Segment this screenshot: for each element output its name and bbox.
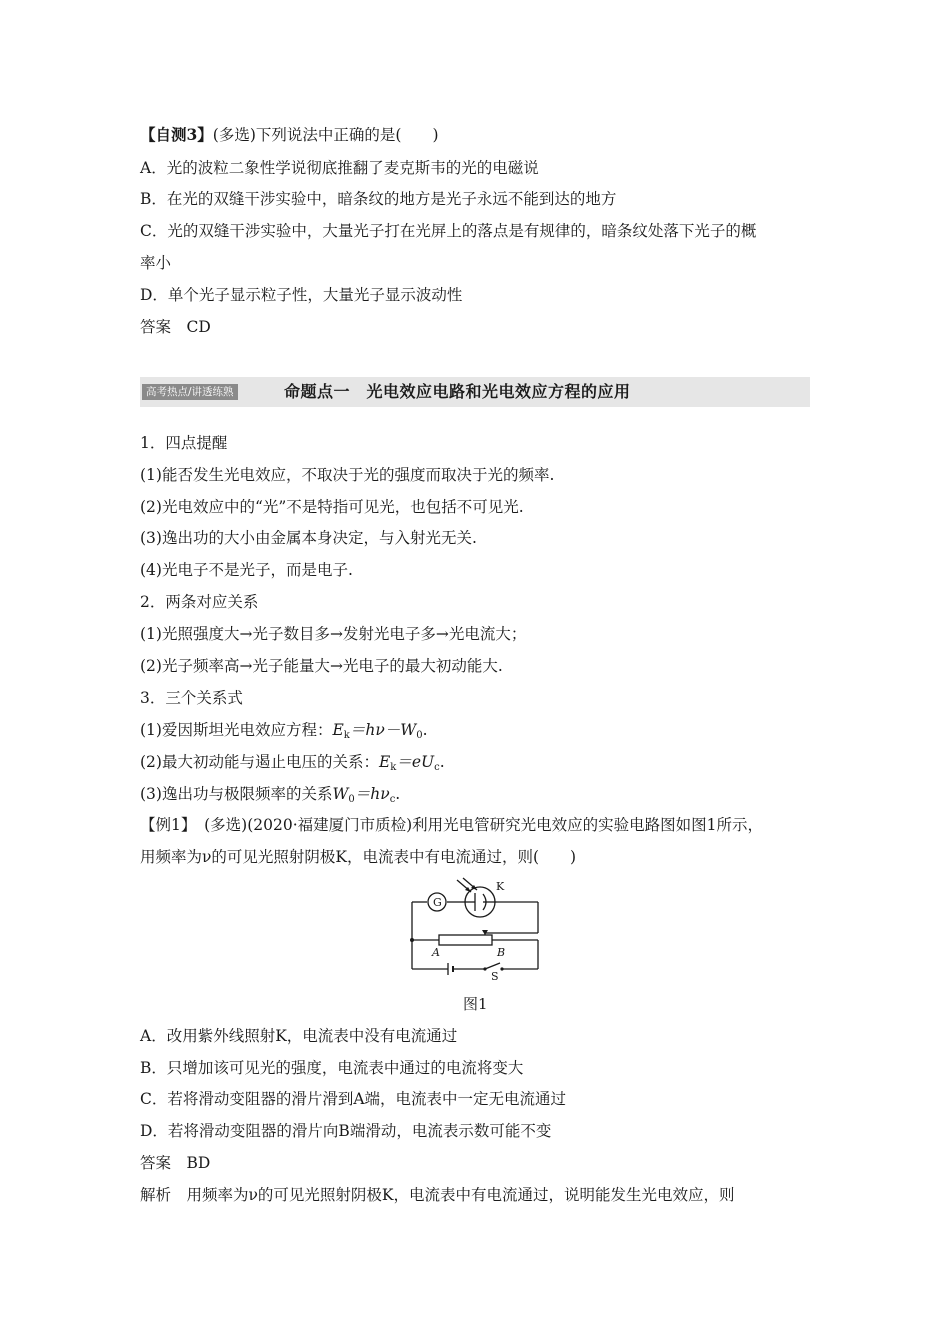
formula-stopping-voltage: (2)最大初动能与遏止电压的关系：$E_k=eU_c$.	[140, 753, 445, 773]
example1-option-c: C．若将滑动变阻器的滑片滑到A端，电流表中一定无电流通过	[140, 1090, 567, 1108]
selftest3-option-c-line1: C．光的双缝干涉实验中，大量光子打在光屏上的落点是有规律的，暗条纹处落下光子的概	[140, 222, 757, 240]
label-G: G	[433, 896, 442, 909]
selftest3-option-c-line2: 率小	[140, 254, 172, 272]
label-K: K	[496, 880, 505, 893]
section-tag: 高考热点/讲透练熟	[142, 384, 238, 400]
example1-answer: 答案 BD	[140, 1154, 211, 1172]
reminder-3: (3)逸出功的大小由金属本身决定，与入射光无关.	[140, 529, 477, 547]
photoelectric-circuit-diagram	[405, 876, 545, 981]
selftest3-stem: (多选)下列说法中正确的是( )	[212, 126, 439, 144]
selftest3-question	[140, 125, 439, 145]
example1-option-d: D．若将滑动变阻器的滑片向B端滑动，电流表示数可能不变	[140, 1122, 552, 1140]
section-title: 命题点一 光电效应电路和光电效应方程的应用	[284, 382, 631, 401]
example1-line2: 用频率为ν的可见光照射阴极K，电流表中有电流通过，则( )	[140, 848, 577, 866]
label-B: B	[497, 946, 506, 959]
example1-line1: 【例1】 (多选)(2020·福建厦门市质检)利用光电管研究光电效应的实验电路图如图1所示，	[140, 816, 764, 834]
example1-option-b: B．只增加该可见光的强度，电流表中通过的电流将变大	[140, 1059, 524, 1077]
selftest3-option-d: D．单个光子显示粒子性，大量光子显示波动性	[140, 286, 463, 304]
reminder-2: (2)光电效应中的“光”不是特指可见光，也包括不可见光.	[140, 498, 524, 516]
example1-option-a: A．改用紫外线照射K，电流表中没有电流通过	[140, 1027, 458, 1045]
selftest3-option-b: B．在光的双缝干涉实验中，暗条纹的地方是光子永远不能到达的地方	[140, 190, 617, 208]
circuit-figure	[405, 876, 545, 985]
section-banner	[140, 377, 810, 407]
reminder-4: (4)光电子不是光子，而是电子.	[140, 561, 353, 579]
selftest3-answer: 答案 CD	[140, 318, 211, 336]
heading-three-formulas: 3．三个关系式	[140, 689, 243, 707]
figure-caption: 图1	[463, 995, 488, 1013]
relation-1: (1)光照强度大→光子数目多→发射光电子多→光电流大；	[140, 625, 527, 643]
label-S: S	[491, 970, 499, 981]
selftest3-tag: 【自测3】	[140, 125, 213, 144]
formula-einstein: (1)爱因斯坦光电效应方程：$E_k=h\nu-W_0$.	[140, 721, 428, 741]
heading-four-reminders: 1．四点提醒	[140, 434, 228, 452]
reminder-1: (1)能否发生光电效应，不取决于光的强度而取决于光的频率.	[140, 466, 555, 484]
heading-two-relations: 2．两条对应关系	[140, 593, 259, 611]
formula-work-function: (3)逸出功与极限频率的关系$W_0=h\nu_c$.	[140, 785, 401, 805]
example1-analysis: 解析 用频率为ν的可见光照射阴极K，电流表中有电流通过，说明能发生光电效应，则	[140, 1186, 735, 1204]
label-A: A	[432, 946, 440, 959]
relation-2: (2)光子频率高→光子能量大→光电子的最大初动能大.	[140, 657, 503, 675]
selftest3-option-a: A．光的波粒二象性学说彻底推翻了麦克斯韦的光的电磁说	[140, 159, 539, 177]
